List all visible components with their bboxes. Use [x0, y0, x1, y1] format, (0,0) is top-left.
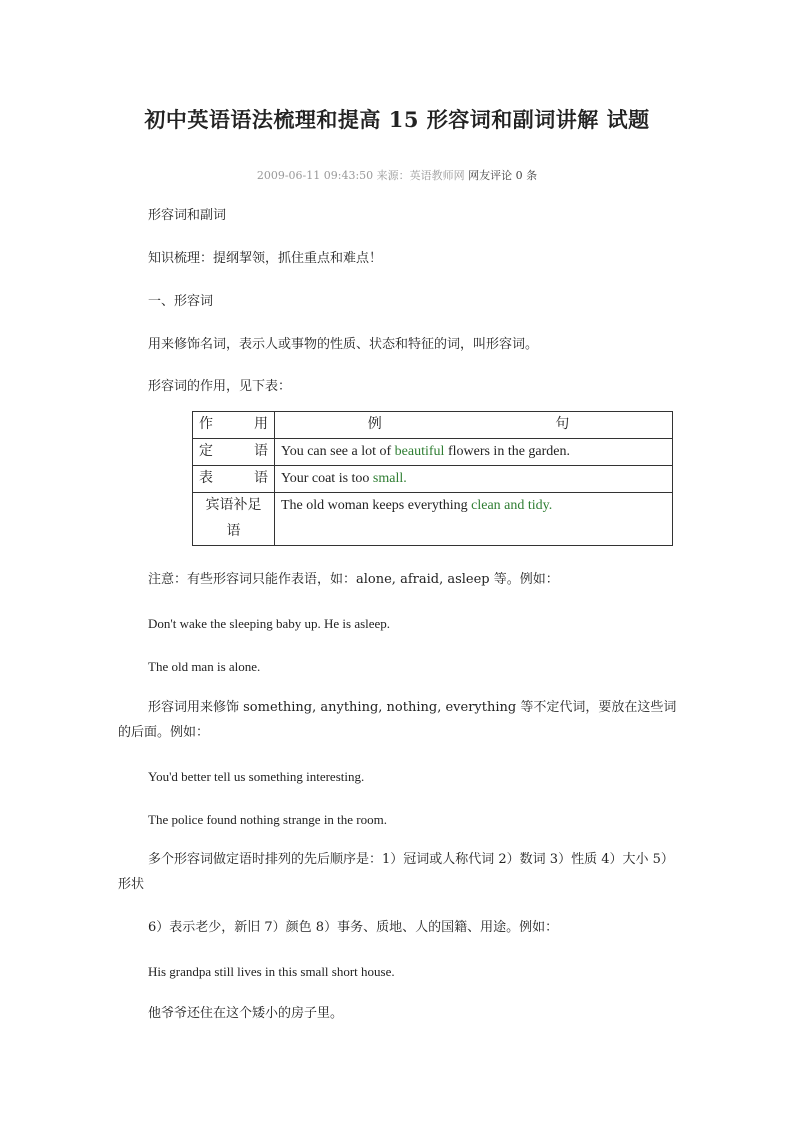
- table-row: [193, 466, 673, 493]
- paragraph: 多个形容词做定语时排列的先后顺序是：1）冠词或人称代词 2）数词 3）性质 4）大小 5）形状: [118, 852, 674, 892]
- table-row: [193, 439, 673, 466]
- example-text: Your coat is too: [281, 471, 373, 486]
- highlighted-word: small.: [372, 471, 407, 486]
- article-meta: [0, 167, 794, 183]
- translation-sentence: 他爷爷还住在这个矮小的房子里。: [148, 1006, 344, 1021]
- example-sentence: His grandpa still lives in this small short house.: [148, 964, 395, 979]
- table-header-cell: 作 用: [193, 412, 275, 439]
- role-cell: 定 语: [193, 439, 275, 466]
- header-char: 句: [555, 417, 570, 432]
- subsection-heading: 一、形容词: [148, 294, 214, 309]
- adjective-function-table: [192, 411, 673, 546]
- table-header-row: [193, 412, 673, 439]
- paragraph: 6）表示老少，新旧 7）颜色 8）事务、质地、人的国籍、用途。例如：: [148, 920, 559, 935]
- source-label[interactable]: 来源：英语教师网: [376, 169, 465, 182]
- role-cell: 宾语补足语: [193, 493, 275, 546]
- paragraph: 注意：有些形容词只能作表语，如：alone, afraid, asleep 等。例如：: [148, 572, 559, 587]
- table-header-cell: [275, 412, 673, 439]
- section-heading: 形容词和副词: [148, 208, 227, 223]
- example-text: The old woman keeps everything: [281, 498, 472, 513]
- role-cell: 表 语: [193, 466, 275, 493]
- publish-datetime: 2009-06-11 09:43:50: [256, 169, 374, 182]
- paragraph: 形容词的作用，见下表：: [148, 379, 292, 394]
- example-cell: [275, 493, 673, 546]
- example-sentence: Don't wake the sleeping baby up. He is asleep.: [148, 616, 391, 631]
- paragraph: 形容词用来修饰 something, anything, nothing, everything 等不定代词，要放在这些词的后面。例如：: [118, 700, 677, 740]
- example-sentence: You'd better tell us something interesting.: [148, 769, 365, 784]
- example-sentence: The old man is alone.: [148, 659, 261, 674]
- highlighted-word: clean and tidy.: [471, 498, 553, 513]
- example-sentence: The police found nothing strange in the room.: [148, 812, 388, 827]
- paragraph: 用来修饰名词，表示人或事物的性质、状态和特征的词，叫形容词。: [148, 337, 539, 352]
- example-text: flowers in the garden.: [444, 444, 571, 459]
- example-cell: [275, 439, 673, 466]
- header-char: 例: [367, 417, 382, 432]
- paragraph: 知识梳理：提纲挈领，抓住重点和难点！: [148, 251, 383, 266]
- table-row: [193, 493, 673, 546]
- highlighted-word: beautiful: [394, 444, 445, 459]
- comment-count-link[interactable]: 网友评论 0 条: [468, 169, 538, 182]
- example-text: You can see a lot of: [281, 444, 395, 459]
- example-cell: [275, 466, 673, 493]
- page-title: 初中英语语法梳理和提高 15 形容词和副词讲解 试题: [144, 107, 650, 132]
